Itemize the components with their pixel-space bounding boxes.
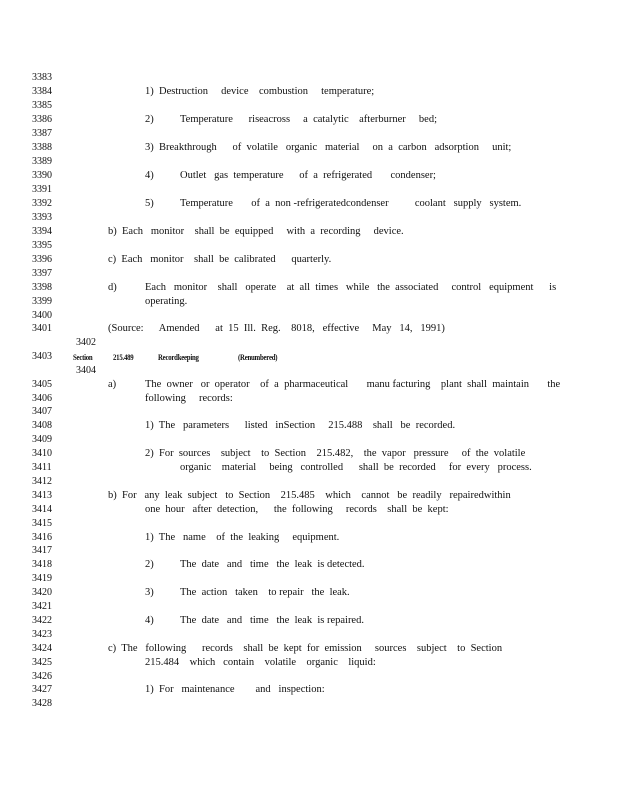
list-item-number: 3) bbox=[145, 587, 154, 598]
line-number: 3423 bbox=[32, 629, 52, 640]
section-word: Section bbox=[73, 352, 93, 362]
section-note: (Renumbered) bbox=[238, 352, 278, 362]
line-number: 3417 bbox=[32, 545, 52, 556]
line-number: 3406 bbox=[32, 393, 52, 404]
line-number: 3393 bbox=[32, 212, 52, 223]
paragraph: b) For any leak subject to Section 215.485 which cannot be readily repairedwithin bbox=[108, 490, 511, 501]
list-item: Outlet gas temperature of a refrigerated condenser; bbox=[180, 170, 436, 181]
line-number: 3420 bbox=[32, 587, 52, 598]
list-item: Temperature riseacross a catalytic afterburner bed; bbox=[180, 114, 437, 125]
line-number: 3389 bbox=[32, 156, 52, 167]
line-number: 3426 bbox=[32, 671, 52, 682]
line-number: 3424 bbox=[32, 643, 52, 654]
list-item: 1) For maintenance and inspection: bbox=[145, 684, 325, 695]
line-number: 3414 bbox=[32, 504, 52, 515]
line-number: 3409 bbox=[32, 434, 52, 445]
line-number: 3400 bbox=[32, 310, 52, 321]
line-number: 3388 bbox=[32, 142, 52, 153]
line-number: 3421 bbox=[32, 601, 52, 612]
line-number: 3386 bbox=[32, 114, 52, 125]
line-number: 3422 bbox=[32, 615, 52, 626]
list-item-number: 4) bbox=[145, 170, 154, 181]
line-number: 3401 bbox=[32, 323, 52, 334]
line-number: 3392 bbox=[32, 198, 52, 209]
line-number: 3416 bbox=[32, 532, 52, 543]
list-item: 3) Breakthrough of volatile organic material on a carbon adsorption unit; bbox=[145, 142, 512, 153]
section-title: Recordkeeping bbox=[158, 352, 199, 362]
line-number: 3387 bbox=[32, 128, 52, 139]
list-item: 1) The name of the leaking equipment. bbox=[145, 532, 340, 543]
list-item: The action taken to repair the leak. bbox=[180, 587, 350, 598]
line-number: 3407 bbox=[32, 406, 52, 417]
line-number: 3428 bbox=[32, 698, 52, 709]
line-number: 3395 bbox=[32, 240, 52, 251]
line-number: 3397 bbox=[32, 268, 52, 279]
paragraph: Each monitor shall operate at all times while the associated control equipment is bbox=[145, 282, 557, 293]
paragraph: c) Each monitor shall be calibrated quarterly. bbox=[108, 254, 332, 265]
line-number: 3427 bbox=[32, 684, 52, 695]
line-number: 3390 bbox=[32, 170, 52, 181]
section-number: 215.489 bbox=[113, 352, 134, 362]
list-item: organic material being controlled shall be recorded for every process. bbox=[180, 462, 532, 473]
list-item: The date and time the leak is repaired. bbox=[180, 615, 364, 626]
line-number: 3415 bbox=[32, 518, 52, 529]
line-number: 3402 bbox=[76, 337, 96, 348]
list-item-number: 2) bbox=[145, 114, 154, 125]
paragraph: one hour after detection, the following records shall be kept: bbox=[145, 504, 449, 515]
paragraph: following records: bbox=[145, 393, 233, 404]
paragraph: c) The following records shall be kept for emission sources subject to Section bbox=[108, 643, 503, 654]
source-note: (Source: Amended at 15 Ill. Reg. 8018, effective May 14, 1991) bbox=[108, 323, 445, 334]
line-number: 3404 bbox=[76, 365, 96, 376]
line-number: 3405 bbox=[32, 379, 52, 390]
list-item: Temperature of a non -refrigeratedcondenser coolant supply system. bbox=[180, 198, 522, 209]
list-item-number: 4) bbox=[145, 615, 154, 626]
line-number: 3399 bbox=[32, 296, 52, 307]
line-number: 3410 bbox=[32, 448, 52, 459]
line-number: 3391 bbox=[32, 184, 52, 195]
line-number: 3403 bbox=[32, 351, 52, 362]
list-item: 2) For sources subject to Section 215.482, the vapor pressure of the volatile bbox=[145, 448, 526, 459]
line-number: 3418 bbox=[32, 559, 52, 570]
line-number: 3396 bbox=[32, 254, 52, 265]
line-number: 3425 bbox=[32, 657, 52, 668]
line-number: 3411 bbox=[32, 462, 52, 473]
list-item: 1) The parameters listed inSection 215.488 shall be recorded. bbox=[145, 420, 456, 431]
line-number: 3385 bbox=[32, 100, 52, 111]
line-number: 3408 bbox=[32, 420, 52, 431]
line-number: 3394 bbox=[32, 226, 52, 237]
paragraph-number: d) bbox=[108, 282, 117, 293]
line-number: 3383 bbox=[32, 72, 52, 83]
paragraph-number: a) bbox=[108, 379, 117, 390]
line-number: 3384 bbox=[32, 86, 52, 97]
list-item-number: 5) bbox=[145, 198, 154, 209]
line-number: 3419 bbox=[32, 573, 52, 584]
line-number: 3398 bbox=[32, 282, 52, 293]
paragraph: 215.484 which contain volatile organic liquid: bbox=[145, 657, 376, 668]
paragraph: The owner or operator of a pharmaceutical manu facturing plant shall maintain the bbox=[145, 379, 561, 390]
paragraph: operating. bbox=[145, 296, 188, 307]
line-number: 3413 bbox=[32, 490, 52, 501]
list-item: 1) Destruction device combustion temperature; bbox=[145, 86, 375, 97]
line-number: 3412 bbox=[32, 476, 52, 487]
list-item-number: 2) bbox=[145, 559, 154, 570]
paragraph: b) Each monitor shall be equipped with a recording device. bbox=[108, 226, 404, 237]
list-item: The date and time the leak is detected. bbox=[180, 559, 365, 570]
